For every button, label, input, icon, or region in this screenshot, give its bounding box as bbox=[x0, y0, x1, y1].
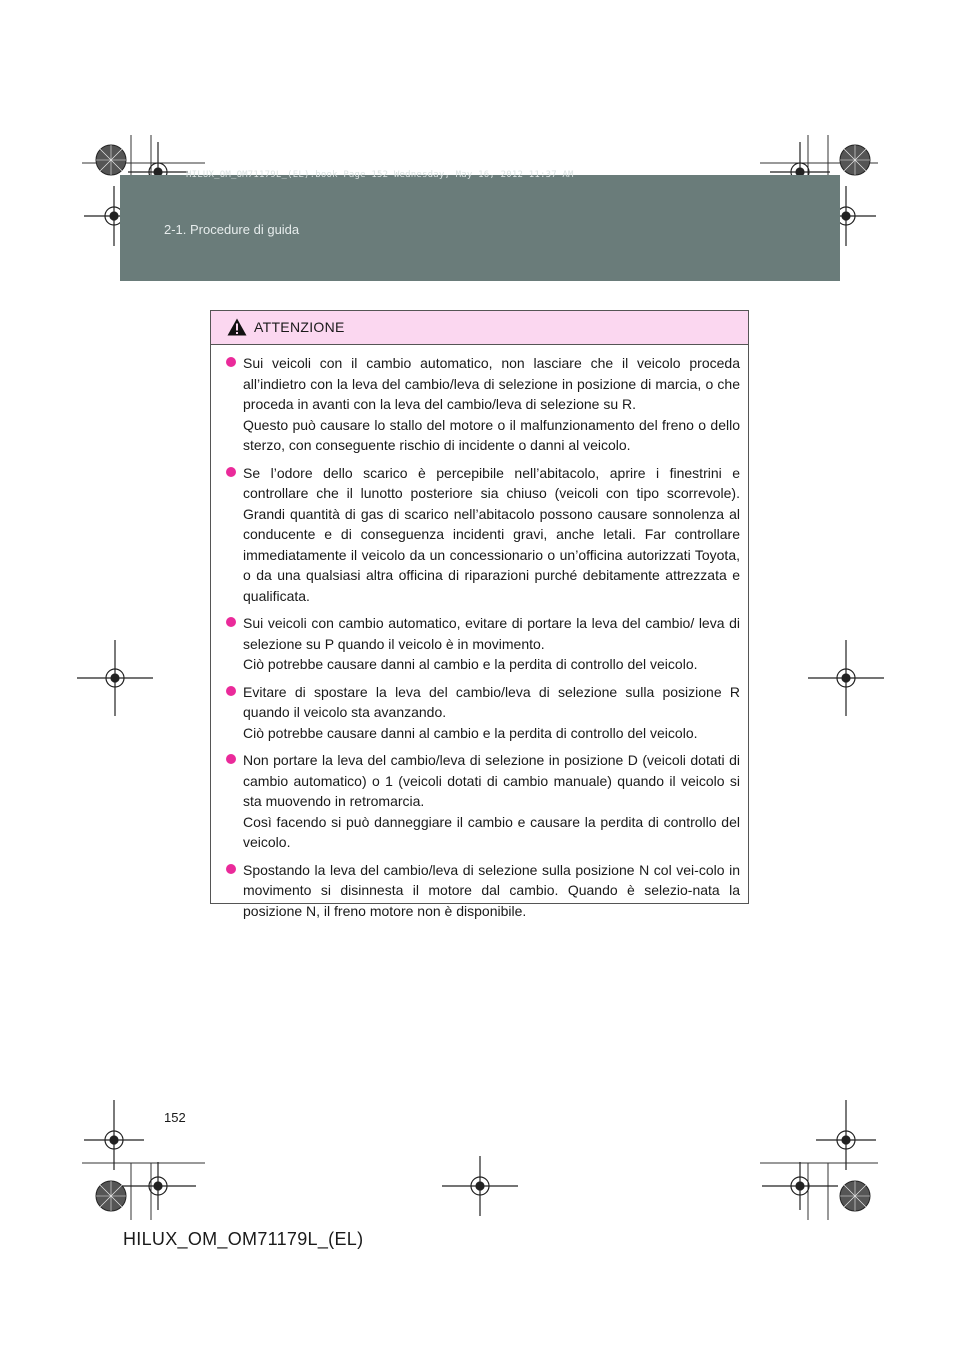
warning-triangle-icon bbox=[227, 318, 247, 336]
footer-document-code: HILUX_OM_OM71179L_(EL) bbox=[123, 1229, 364, 1249]
caution-item bbox=[223, 682, 740, 744]
caution-item-text: Ciò potrebbe causare danni al cambio e la perdita di controllo del veicolo. bbox=[243, 724, 698, 741]
caution-item-text: Così facendo si può danneggiare il cambio e causare la perdita di controllo del veicolo. bbox=[243, 813, 740, 850]
bullet-dot-icon bbox=[226, 864, 236, 874]
caution-item-text: Evitare di spostare la leva del cambio/leva di selezione sulla posizione R quando il veicolo sta avanzando. bbox=[243, 683, 740, 720]
bullet-dot-icon bbox=[226, 357, 236, 367]
caution-item-text: Questo può causare lo stallo del motore o il malfunzionamento del freno o dello sterzo, con conseguente rischio di incidente o danni al veicolo. bbox=[243, 416, 740, 453]
bullet-dot-icon bbox=[226, 467, 236, 477]
section-title: 2-1. Procedure di guida bbox=[164, 222, 300, 237]
caution-item bbox=[223, 750, 740, 853]
caution-box bbox=[210, 310, 749, 919]
caution-item-text: Non portare la leva del cambio/leva di selezione in posizione D (veicoli dotati di cambio automatico) o 1 (veicoli dotati di cambio manuale) quando il veicolo si sta muovendo in retromarcia. bbox=[243, 752, 740, 809]
caution-item bbox=[223, 353, 740, 456]
caution-item-text: Sui veicoli con il cambio automatico, non lasciare che il veicolo proceda all’indietro con la leva del cambio/leva di selezione in posizione di marcia, o che proceda in avanti con la leva del cambio/leva di selezione su R. bbox=[243, 355, 740, 412]
bullet-dot-icon bbox=[226, 754, 236, 764]
caution-item bbox=[223, 463, 740, 607]
caution-item-text: Spostando la leva del cambio/leva di selezione sulla posizione N col vei-colo in movimento si disinnesta il motore dal cambio. Quando è selezio-nata la posizione N, il freno motore non è disponibile. bbox=[243, 861, 740, 919]
bullet-dot-icon bbox=[226, 617, 236, 627]
caution-item-text: Sui veicoli con cambio automatico, evitare di portare la leva del cambio/ leva di selezione su P quando il veicolo è in movimento. bbox=[243, 615, 740, 652]
page-number: 152 bbox=[164, 1110, 186, 1125]
caution-item bbox=[223, 613, 740, 675]
caution-item-text: Se l’odore dello scarico è percepibile nell’abitacolo, aprire i finestrini e controllare che il lunotto posteriore sia chiuso (veicoli con tipo scorrevole). Grandi quantità di gas di scarico nell’abitacolo possono causare sonnolenza al conducente e di conseguenza incidenti gravi, anche letali. Far controllare immediatamente il veicolo da un concessionario o un’officina autorizzati Toyota, o da una qualsiasi altra officina di riparazioni purché debitamente attrezzata e qualificata. bbox=[243, 464, 740, 604]
caution-header bbox=[211, 311, 748, 345]
caution-item bbox=[223, 860, 740, 922]
caution-title: ATTENZIONE bbox=[254, 319, 345, 335]
book-file-stamp: HILUX_OM_OM71179L_(EL).book Page 152 Wednesday, May 16, 2012 11:37 AM bbox=[186, 170, 574, 180]
caution-body bbox=[211, 345, 748, 921]
bullet-dot-icon bbox=[226, 686, 236, 696]
caution-item-text: Ciò potrebbe causare danni al cambio e la perdita di controllo del veicolo. bbox=[243, 656, 698, 672]
